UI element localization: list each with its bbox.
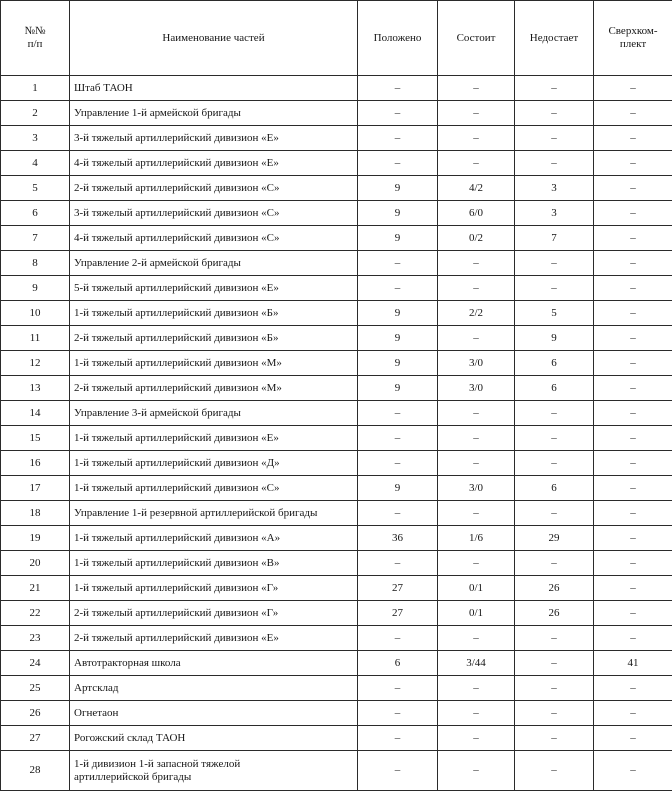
cell-sostoit: –	[438, 751, 515, 791]
cell-polozheno: –	[358, 251, 438, 276]
cell-num: 7	[1, 226, 70, 251]
cell-sverkhkomplekt: –	[594, 351, 672, 376]
cell-num: 8	[1, 251, 70, 276]
cell-name: Управление 1-й армейской бригады	[70, 101, 358, 126]
cell-nedostaet: –	[515, 401, 594, 426]
header-sverkh-line1: Сверхком-	[608, 25, 658, 37]
table-row	[1, 401, 672, 426]
cell-sostoit: –	[438, 401, 515, 426]
cell-nedostaet: –	[515, 501, 594, 526]
cell-name: Управление 1-й резервной артиллерийской бригады	[70, 501, 358, 526]
table-row	[1, 101, 672, 126]
cell-sostoit: –	[438, 326, 515, 351]
cell-sostoit: 3/44	[438, 651, 515, 676]
cell-polozheno: 9	[358, 326, 438, 351]
cell-nedostaet: –	[515, 151, 594, 176]
table-row	[1, 676, 672, 701]
cell-nedostaet: 26	[515, 576, 594, 601]
header-polozheno: Положено	[358, 1, 438, 76]
table-row	[1, 701, 672, 726]
cell-num: 13	[1, 376, 70, 401]
cell-name: 3-й тяжелый артиллерийский дивизион «С»	[70, 201, 358, 226]
cell-sostoit: 1/6	[438, 526, 515, 551]
table-row	[1, 626, 672, 651]
cell-num: 20	[1, 551, 70, 576]
cell-polozheno: –	[358, 726, 438, 751]
table-row	[1, 751, 672, 791]
cell-sostoit: –	[438, 76, 515, 101]
cell-polozheno: 9	[358, 376, 438, 401]
cell-sostoit: 0/1	[438, 601, 515, 626]
table-row	[1, 476, 672, 501]
table-body	[1, 76, 672, 791]
cell-num: 4	[1, 151, 70, 176]
cell-nedostaet: 26	[515, 601, 594, 626]
cell-name	[70, 751, 358, 791]
table-row	[1, 176, 672, 201]
cell-name: 2-й тяжелый артиллерийский дивизион «С»	[70, 176, 358, 201]
cell-polozheno: 9	[358, 476, 438, 501]
cell-sverkhkomplekt: –	[594, 376, 672, 401]
cell-sostoit: –	[438, 101, 515, 126]
cell-name: 1-й тяжелый артиллерийский дивизион «Б»	[70, 301, 358, 326]
cell-nedostaet: 5	[515, 301, 594, 326]
cell-sverkhkomplekt: –	[594, 426, 672, 451]
cell-sverkhkomplekt: –	[594, 451, 672, 476]
cell-name: Автотракторная школа	[70, 651, 358, 676]
cell-name: Штаб ТАОН	[70, 76, 358, 101]
cell-nedostaet: 3	[515, 201, 594, 226]
cell-num: 12	[1, 351, 70, 376]
header-name: Наименование частей	[70, 1, 358, 76]
cell-sverkhkomplekt: –	[594, 726, 672, 751]
cell-num: 11	[1, 326, 70, 351]
cell-name: Рогожский склад ТАОН	[70, 726, 358, 751]
cell-num: 21	[1, 576, 70, 601]
cell-nedostaet: –	[515, 551, 594, 576]
header-num-line2: п/п	[27, 38, 43, 50]
cell-sverkhkomplekt: –	[594, 251, 672, 276]
cell-sostoit: 3/0	[438, 376, 515, 401]
cell-name: 2-й тяжелый артиллерийский дивизион «Б»	[70, 326, 358, 351]
cell-num: 18	[1, 501, 70, 526]
cell-nedostaet: –	[515, 101, 594, 126]
cell-polozheno: 9	[358, 176, 438, 201]
cell-nedostaet: 3	[515, 176, 594, 201]
cell-nedostaet: –	[515, 701, 594, 726]
cell-nedostaet: 6	[515, 351, 594, 376]
cell-sostoit: 3/0	[438, 476, 515, 501]
cell-name: 5-й тяжелый артиллерийский дивизион «Е»	[70, 276, 358, 301]
cell-sverkhkomplekt: 41	[594, 651, 672, 676]
cell-name: 2-й тяжелый артиллерийский дивизион «Г»	[70, 601, 358, 626]
table-row	[1, 551, 672, 576]
cell-sostoit: –	[438, 126, 515, 151]
cell-num: 25	[1, 676, 70, 701]
cell-polozheno: –	[358, 151, 438, 176]
table-row	[1, 451, 672, 476]
cell-sverkhkomplekt: –	[594, 701, 672, 726]
cell-sostoit: –	[438, 676, 515, 701]
table-row	[1, 376, 672, 401]
cell-num: 6	[1, 201, 70, 226]
cell-polozheno: 27	[358, 601, 438, 626]
cell-name: 1-й тяжелый артиллерийский дивизион «С»	[70, 476, 358, 501]
cell-polozheno: –	[358, 751, 438, 791]
cell-sostoit: 2/2	[438, 301, 515, 326]
cell-nedostaet: –	[515, 751, 594, 791]
cell-nedostaet: 7	[515, 226, 594, 251]
cell-nedostaet: –	[515, 126, 594, 151]
cell-sverkhkomplekt: –	[594, 176, 672, 201]
cell-sverkhkomplekt: –	[594, 276, 672, 301]
cell-sostoit: 0/2	[438, 226, 515, 251]
table-row	[1, 126, 672, 151]
cell-num: 9	[1, 276, 70, 301]
cell-name: Управление 2-й армейской бригады	[70, 251, 358, 276]
table-row	[1, 326, 672, 351]
cell-sverkhkomplekt: –	[594, 626, 672, 651]
cell-num: 16	[1, 451, 70, 476]
cell-sverkhkomplekt: –	[594, 676, 672, 701]
cell-sostoit: –	[438, 726, 515, 751]
cell-name: 1-й тяжелый артиллерийский дивизион «А»	[70, 526, 358, 551]
table-row	[1, 226, 672, 251]
cell-sostoit: –	[438, 701, 515, 726]
header-sverkhkomplekt	[594, 1, 672, 76]
cell-sostoit: –	[438, 251, 515, 276]
cell-name: Артсклад	[70, 676, 358, 701]
header-num-line1: №№	[24, 25, 46, 37]
cell-polozheno: 9	[358, 226, 438, 251]
cell-nedostaet: –	[515, 426, 594, 451]
cell-num: 2	[1, 101, 70, 126]
cell-name: 1-й тяжелый артиллерийский дивизион «Г»	[70, 576, 358, 601]
cell-sostoit: –	[438, 276, 515, 301]
cell-num: 23	[1, 626, 70, 651]
cell-name: 4-й тяжелый артиллерийский дивизион «Е»	[70, 151, 358, 176]
header-row	[1, 1, 672, 76]
cell-nedostaet: –	[515, 626, 594, 651]
table-row	[1, 201, 672, 226]
table-row	[1, 426, 672, 451]
cell-sverkhkomplekt: –	[594, 226, 672, 251]
table-row	[1, 726, 672, 751]
cell-sostoit: 4/2	[438, 176, 515, 201]
table-row	[1, 501, 672, 526]
cell-nedostaet: 29	[515, 526, 594, 551]
cell-polozheno: 9	[358, 351, 438, 376]
table-row	[1, 151, 672, 176]
table-row	[1, 526, 672, 551]
cell-num: 27	[1, 726, 70, 751]
cell-nedostaet: –	[515, 676, 594, 701]
cell-num: 15	[1, 426, 70, 451]
cell-polozheno: 9	[358, 301, 438, 326]
cell-sverkhkomplekt: –	[594, 551, 672, 576]
cell-sverkhkomplekt: –	[594, 526, 672, 551]
cell-sverkhkomplekt: –	[594, 76, 672, 101]
cell-num: 1	[1, 76, 70, 101]
cell-polozheno: –	[358, 676, 438, 701]
table-row	[1, 301, 672, 326]
cell-num: 26	[1, 701, 70, 726]
cell-sverkhkomplekt: –	[594, 576, 672, 601]
cell-nedostaet: –	[515, 451, 594, 476]
cell-num: 19	[1, 526, 70, 551]
cell-nedostaet: 6	[515, 376, 594, 401]
cell-name: 1-й тяжелый артиллерийский дивизион «В»	[70, 551, 358, 576]
cell-polozheno: –	[358, 401, 438, 426]
cell-sostoit: 0/1	[438, 576, 515, 601]
cell-num: 14	[1, 401, 70, 426]
header-nedostaet: Недостает	[515, 1, 594, 76]
cell-sverkhkomplekt: –	[594, 401, 672, 426]
cell-sostoit: –	[438, 626, 515, 651]
cell-num: 28	[1, 751, 70, 791]
cell-polozheno: –	[358, 426, 438, 451]
cell-name: 4-й тяжелый артиллерийский дивизион «С»	[70, 226, 358, 251]
cell-sverkhkomplekt: –	[594, 201, 672, 226]
cell-sostoit: –	[438, 501, 515, 526]
cell-polozheno: –	[358, 451, 438, 476]
cell-nedostaet: –	[515, 276, 594, 301]
cell-sostoit: –	[438, 151, 515, 176]
cell-name-line2: артиллерийской бригады	[74, 770, 192, 783]
cell-num: 3	[1, 126, 70, 151]
cell-polozheno: –	[358, 126, 438, 151]
cell-num: 17	[1, 476, 70, 501]
cell-sverkhkomplekt: –	[594, 601, 672, 626]
cell-sverkhkomplekt: –	[594, 501, 672, 526]
header-num	[1, 1, 70, 76]
cell-sverkhkomplekt: –	[594, 326, 672, 351]
cell-polozheno: 27	[358, 576, 438, 601]
cell-name: 3-й тяжелый артиллерийский дивизион «Е»	[70, 126, 358, 151]
cell-nedostaet: –	[515, 726, 594, 751]
cell-polozheno: 6	[358, 651, 438, 676]
table-row	[1, 651, 672, 676]
table-row	[1, 351, 672, 376]
cell-polozheno: –	[358, 701, 438, 726]
cell-num: 24	[1, 651, 70, 676]
cell-nedostaet: 6	[515, 476, 594, 501]
cell-name: 1-й тяжелый артиллерийский дивизион «М»	[70, 351, 358, 376]
cell-polozheno: 9	[358, 201, 438, 226]
cell-num: 22	[1, 601, 70, 626]
cell-nedostaet: –	[515, 651, 594, 676]
cell-name: 1-й тяжелый артиллерийский дивизион «Е»	[70, 426, 358, 451]
cell-sverkhkomplekt: –	[594, 151, 672, 176]
cell-nedostaet: 9	[515, 326, 594, 351]
cell-name: Управление 3-й армейской бригады	[70, 401, 358, 426]
cell-name: 1-й тяжелый артиллерийский дивизион «Д»	[70, 451, 358, 476]
cell-name-line1: 1-й дивизион 1-й запасной тяжелой	[74, 757, 241, 770]
cell-name: 2-й тяжелый артиллерийский дивизион «Е»	[70, 626, 358, 651]
cell-num: 5	[1, 176, 70, 201]
table-row	[1, 251, 672, 276]
cell-polozheno: 36	[358, 526, 438, 551]
cell-polozheno: –	[358, 101, 438, 126]
cell-sverkhkomplekt: –	[594, 126, 672, 151]
table-row	[1, 601, 672, 626]
header-sostoit: Состоит	[438, 1, 515, 76]
cell-sverkhkomplekt: –	[594, 101, 672, 126]
cell-sverkhkomplekt: –	[594, 301, 672, 326]
cell-sostoit: 3/0	[438, 351, 515, 376]
cell-nedostaet: –	[515, 251, 594, 276]
cell-num: 10	[1, 301, 70, 326]
cell-name: Огнетаон	[70, 701, 358, 726]
cell-polozheno: –	[358, 501, 438, 526]
cell-polozheno: –	[358, 551, 438, 576]
cell-nedostaet: –	[515, 76, 594, 101]
cell-name: 2-й тяжелый артиллерийский дивизион «М»	[70, 376, 358, 401]
cell-sostoit: –	[438, 426, 515, 451]
table-row	[1, 76, 672, 101]
table-row	[1, 276, 672, 301]
header-sverkh-line2: плект	[619, 38, 647, 50]
cell-sostoit: 6/0	[438, 201, 515, 226]
cell-sverkhkomplekt: –	[594, 751, 672, 791]
cell-sostoit: –	[438, 451, 515, 476]
cell-polozheno: –	[358, 76, 438, 101]
cell-sverkhkomplekt: –	[594, 476, 672, 501]
table-row	[1, 576, 672, 601]
cell-polozheno: –	[358, 626, 438, 651]
cell-polozheno: –	[358, 276, 438, 301]
cell-sostoit: –	[438, 551, 515, 576]
